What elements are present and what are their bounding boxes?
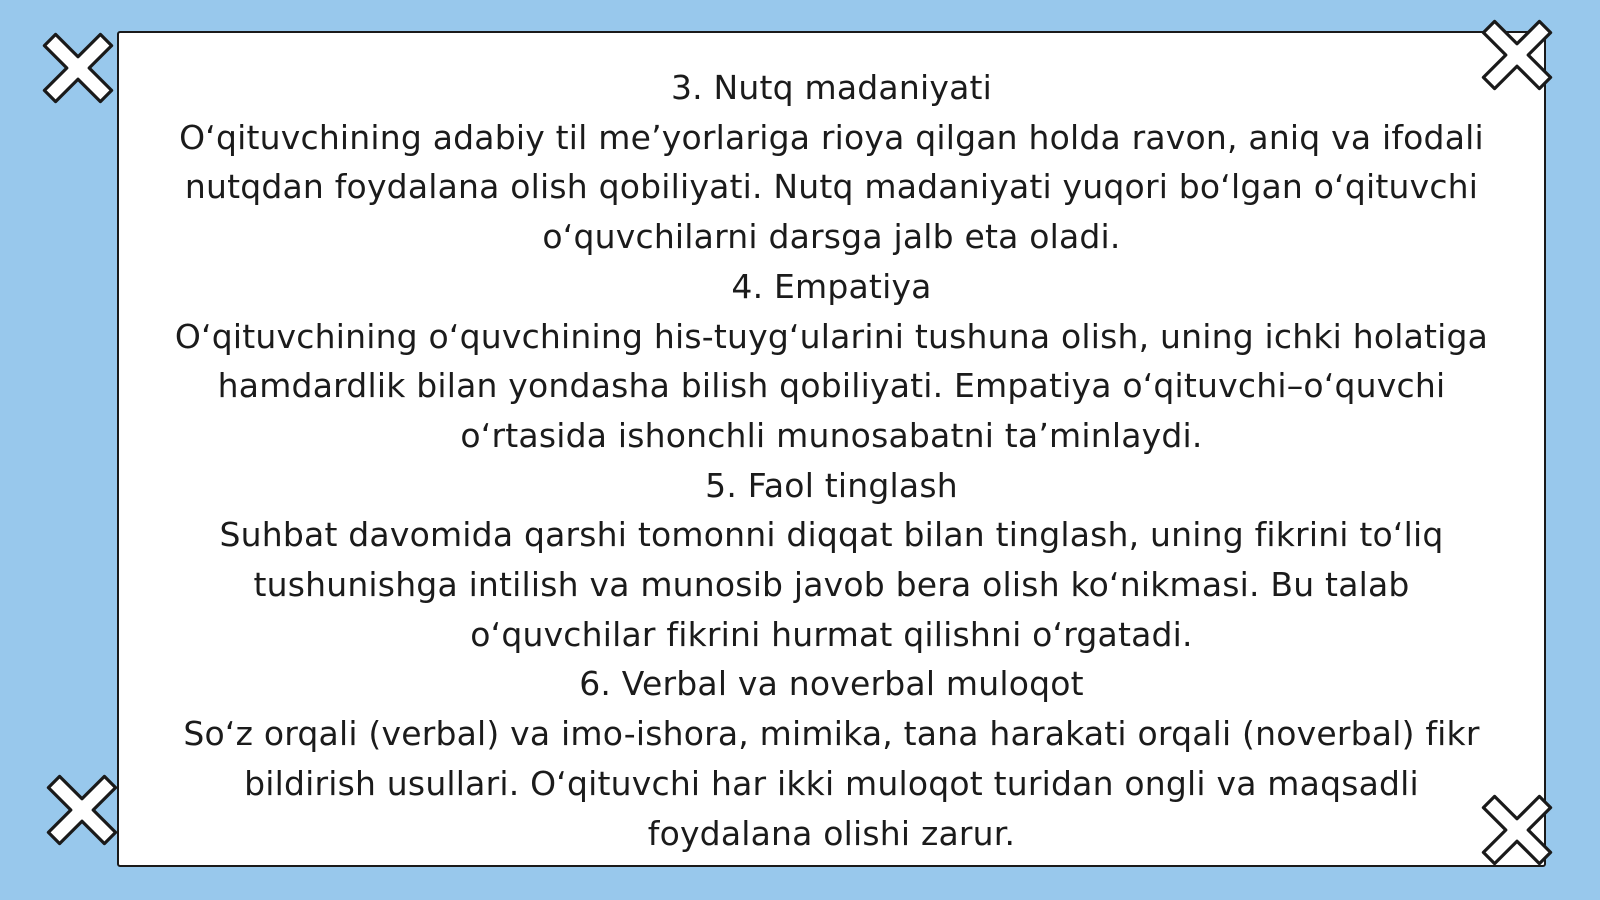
section-heading-verbal-noverbal: 6. Verbal va noverbal muloqot <box>579 664 1084 704</box>
cross-icon <box>1477 790 1557 870</box>
content-card <box>117 31 1546 867</box>
text-block <box>159 63 1504 858</box>
section-heading-nutq-madaniyati: 3. Nutq madaniyati <box>670 68 993 107</box>
section-body-empatiya: O‘qituvchining o‘quvchining his-tuyg‘ularini tushuna olish, uning ichki holatiga hamdardlik bilan yondasha bilish qobiliyati. Empatiya o‘qituvchi–o‘quvchi o‘rtasida ishonchli munosabatni ta’minlaydi. <box>174 316 1489 455</box>
section-heading-empatiya: 4. Empatiya <box>731 266 932 306</box>
section-heading-faol-tinglash: 5. Faol tinglash <box>705 465 958 505</box>
section-body-faol-tinglash: Suhbat davomida qarshi tomonni diqqat bilan tinglash, uning fikrini to‘liq tushunishga intilish va munosib javob bera olish ko‘nikmasi. Bu talab o‘quvchilar fikrini hurmat qilishni o‘rgatadi. <box>219 515 1444 654</box>
cross-icon <box>42 770 122 850</box>
cross-icon <box>1477 15 1557 95</box>
section-body-nutq-madaniyati: O‘qituvchining adabiy til me’yorlariga rioya qilgan holda ravon, aniq va ifodali nutqdan foydalana olish qobiliyati. Nutq madaniyati yuqori bo‘lgan o‘qituvchi o‘quvchilarni darsga jalb eta oladi. <box>179 117 1484 257</box>
cross-icon <box>38 28 118 108</box>
section-body-verbal-noverbal: So‘z orqali (verbal) va imo-ishora, mimika, tana harakati orqali (noverbal) fikr bildirish usullari. O‘qituvchi har ikki muloqot turidan ongli va maqsadli foydalana olishi zarur. <box>183 714 1480 853</box>
